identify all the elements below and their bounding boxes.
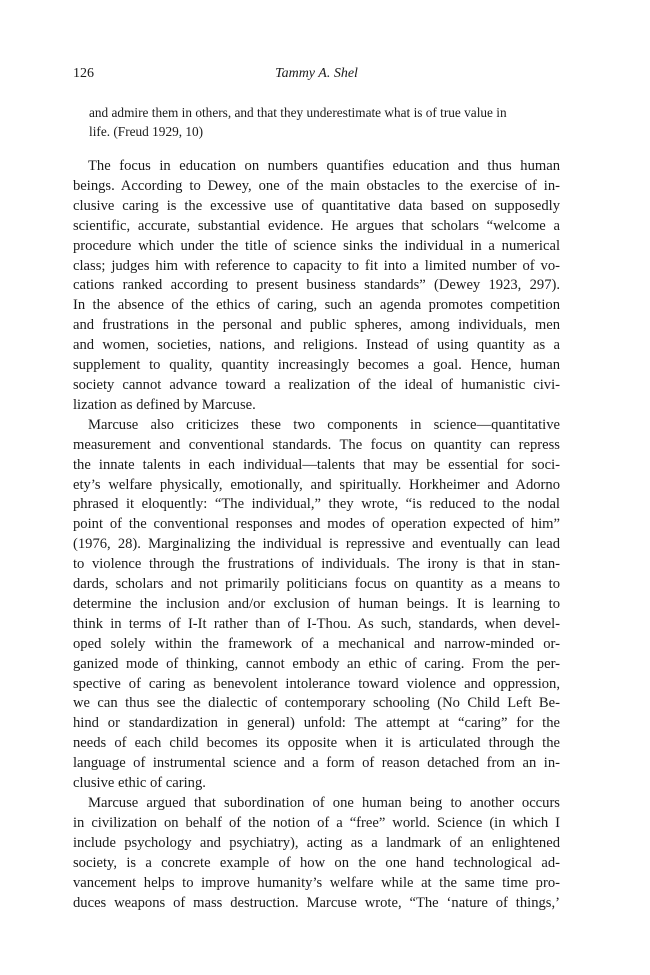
paragraph-line: cations ranked according to present business standards” (Dewey 1923, 297). <box>73 277 560 294</box>
paragraph-line: ganized mode of thinking, cannot embody an ethic of caring. From the per- <box>73 655 560 672</box>
paragraph-line: supplement to quality, quantity increasingly becomes a goal. Hence, human <box>73 357 560 374</box>
paragraph-line: think in terms of I-It rather than of I-Thou. As such, standards, when devel- <box>73 615 560 632</box>
paragraph-line: lization as defined by Marcuse. <box>73 396 256 413</box>
block-quote <box>89 103 560 141</box>
paragraph-line: phrased it eloquently: “The individual,” they wrote, “is reduced to the nodal <box>73 496 560 513</box>
paragraph-line: spective of caring as benevolent intolerance toward violence and oppression, <box>73 675 560 692</box>
paragraph-line: hind or standardization in general) unfold: The attempt at “caring” for the <box>73 715 560 732</box>
paragraph-line: in civilization on behalf of the notion of a “free” world. Science (in which I <box>73 814 560 831</box>
paragraph-line: clusive ethic of caring. <box>73 775 206 792</box>
paragraph-line: class; judges him with reference to capacity to fit into a limited number of vo- <box>73 257 560 274</box>
paragraph-line: duces weapons of mass destruction. Marcuse wrote, “The ‘nature of things,’ <box>73 894 560 911</box>
page-number: 126 <box>73 66 94 81</box>
running-head <box>73 66 560 88</box>
paragraph <box>73 416 560 794</box>
paragraph-line: include psychology and psychiatry), acting as a landmark of an enlightened <box>73 834 560 851</box>
paragraph-line: determine the inclusion and/or exclusion of human beings. It is learning to <box>73 595 560 612</box>
block-quote-line: and admire them in others, and that they underestimate what is of true value in <box>89 105 507 120</box>
paragraph-line: In the absence of the ethics of caring, such an agenda promotes competition <box>73 297 560 314</box>
paragraph <box>73 794 560 913</box>
book-page <box>73 66 560 913</box>
paragraph <box>73 157 560 416</box>
block-quote-line: life. (Freud 1929, 10) <box>89 124 204 139</box>
paragraph-line: ety’s welfare physically, emotionally, and spiritually. Horkheimer and Adorno <box>73 476 560 493</box>
paragraph-line: and women, societies, nations, and religions. Instead of using quantity as a <box>73 337 560 354</box>
paragraph-line: (1976, 28). Marginalizing the individual is repressive and eventually can lead <box>73 536 560 553</box>
body-text <box>73 157 560 913</box>
paragraph-line: point of the conventional responses and modes of operation expected of him” <box>73 516 560 533</box>
paragraph-line: scientific, accurate, substantial evidence. He argues that scholars “welcome a <box>73 217 560 234</box>
paragraph-line: Marcuse argued that subordination of one human being to another occurs <box>88 795 560 811</box>
paragraph-line: and frustrations in the personal and public spheres, among individuals, men <box>73 317 560 334</box>
paragraph-line: to violence through the frustrations of individuals. The irony is that in stan- <box>73 556 560 573</box>
paragraph-line: dards, scholars and not primarily politicians focus on quantity as a means to <box>73 576 560 593</box>
paragraph-line: the innate talents in each individual—talents that may be essential for soci- <box>73 456 560 473</box>
paragraph-line: society, is a concrete example of how on the one hand technological ad- <box>73 854 560 871</box>
paragraph-line: oped solely within the framework of a mechanical and narrow-minded or- <box>73 635 560 652</box>
paragraph-line: beings. According to Dewey, one of the main obstacles to the exercise of in- <box>73 177 560 194</box>
running-title: Tammy A. Shel <box>275 66 358 81</box>
paragraph-line: The focus in education on numbers quantifies education and thus human <box>88 158 560 174</box>
paragraph-line: measurement and conventional standards. The focus on quantity can repress <box>73 436 560 453</box>
paragraph-line: needs of each child becomes its opposite when it is articulated through the <box>73 735 560 752</box>
paragraph-line: procedure which under the title of science sinks the individual in a numerical <box>73 237 560 254</box>
paragraph-line: we can thus see the dialectic of contemporary schooling (No Child Left Be- <box>73 695 560 712</box>
paragraph-line: language of instrumental science and a form of reason detached from an in- <box>73 755 560 772</box>
paragraph-line: vancement helps to improve humanity’s welfare while at the same time pro- <box>73 874 560 891</box>
paragraph-line: Marcuse also criticizes these two components in science—quantitative <box>88 416 560 433</box>
paragraph-line: society cannot advance toward a realization of the ideal of humanistic civi- <box>73 376 560 393</box>
paragraph-line: clusive caring is the excessive use of quantitative data based on supposedly <box>73 197 560 214</box>
